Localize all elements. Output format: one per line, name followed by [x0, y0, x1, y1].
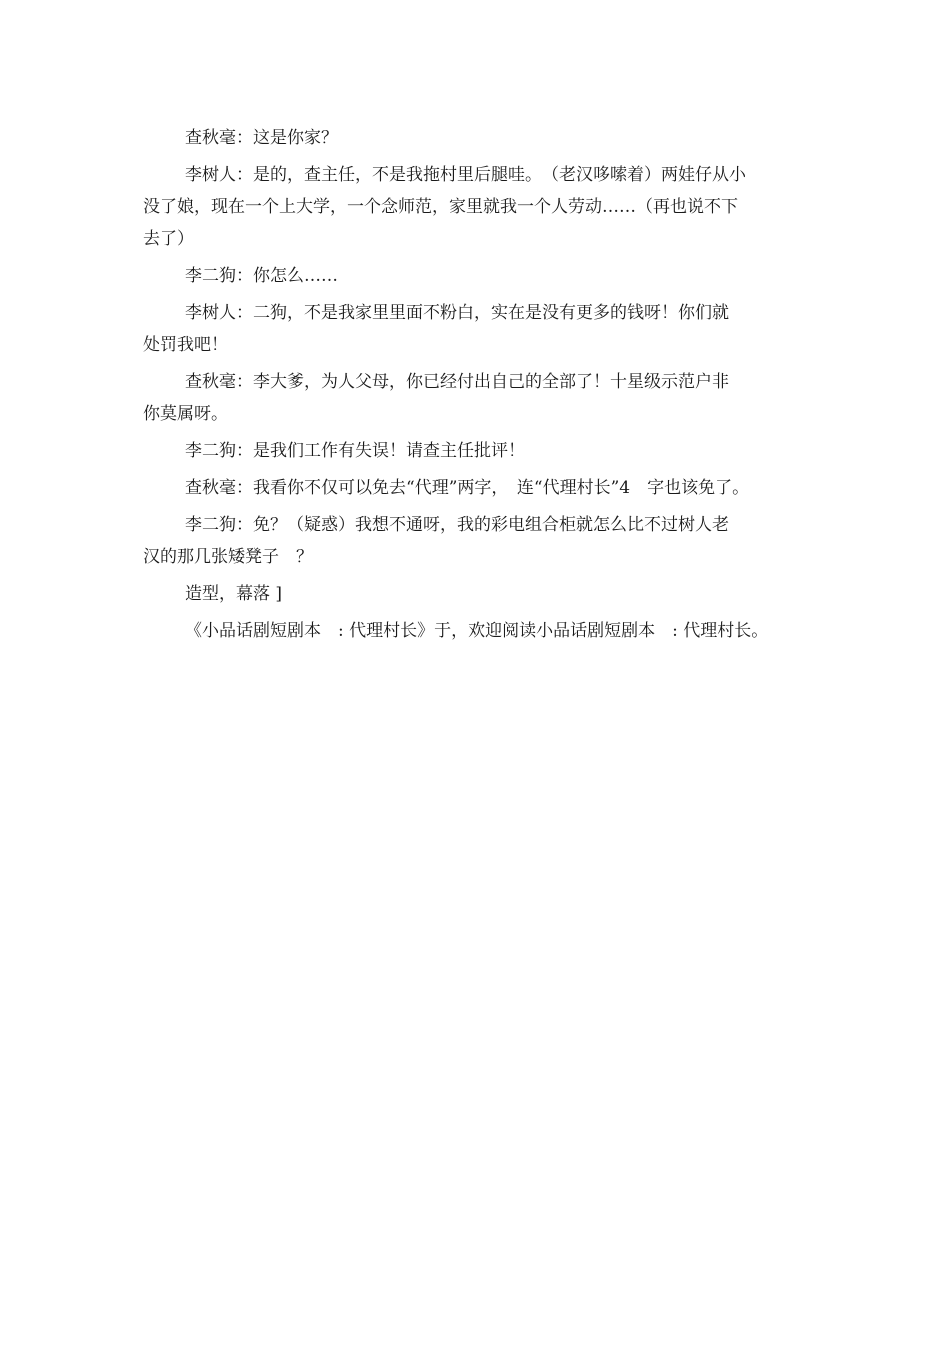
text-line: 李树人：二狗，不是我家里里面不粉白，实在是没有更多的钱呀！你们就 [185, 303, 729, 323]
script-body [143, 122, 823, 652]
dialogue-line-5 [143, 366, 823, 430]
dialogue-line-3 [143, 260, 823, 292]
text-line: 去了） [143, 229, 194, 249]
dialogue-line-2 [143, 159, 823, 255]
text-line: 查秋毫：李大爹，为人父母，你已经付出自己的全部了！十星级示范户非 [185, 372, 729, 392]
text-line: 查秋毫：我看你不仅可以免去“代理”两字， 连“代理村长”4 字也该免了。 [185, 478, 750, 498]
text-line: 没了娘，现在一个上大学，一个念师范，家里就我一个人劳动……（再也说不下 [143, 197, 738, 217]
text-line: 处罚我吧！ [143, 335, 228, 355]
text-line: 李树人：是的，查主任，不是我拖村里后腿哇。 （老汉哆嗦着）两娃仔从小 [185, 165, 746, 185]
text-line: 李二狗：是我们工作有失误！请查主任批评！ [185, 441, 525, 461]
text-line: 造型，幕落 ] [185, 584, 283, 604]
dialogue-line-1 [143, 122, 823, 154]
text-line: 李二狗：你怎么…… [185, 266, 338, 286]
dialogue-line-4 [143, 297, 823, 361]
closing-note [143, 615, 823, 647]
dialogue-line-8 [143, 509, 823, 573]
text-line: 查秋毫：这是你家？ [185, 128, 338, 148]
text-line: 汉的那几张矮凳子 ？ [143, 547, 313, 567]
text-line: 《小品话剧短剧本 : 代理村长》于，欢迎阅读小品话剧短剧本 : 代理村长。 [185, 621, 769, 641]
dialogue-line-6 [143, 435, 823, 467]
dialogue-line-7 [143, 472, 823, 504]
stage-direction [143, 578, 823, 610]
text-line: 你莫属呀。 [143, 404, 228, 424]
text-line: 李二狗：免？（疑惑）我想不通呀，我的彩电组合柜就怎么比不过树人老 [185, 515, 729, 535]
